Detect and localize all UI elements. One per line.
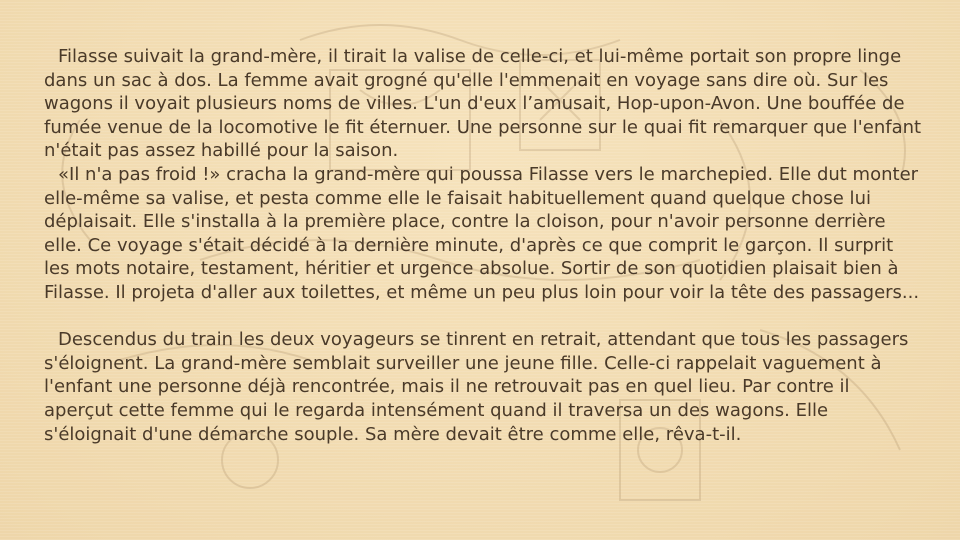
paragraph-3: Descendus du train les deux voyageurs se tinrent en retrait, attendant que tous les passagers s'éloignent. La grand-mère semblait surveiller une jeune fille. Celle-ci rappelait vaguement à l'enfant une personne déjà rencontrée, mais il ne retrouvait pas en quel lieu. Par contre il aperçut cette femme qui le regarda intensément quand il traversa un des wagons. Elle s'éloignait d'une démarche souple. Sa mère devait être comme elle, rêva-t-il. [44, 329, 909, 445]
story-text [44, 45, 924, 446]
paragraph-2: «Il n'a pas froid !» cracha la grand-mère qui poussa Filasse vers le marchepied. Elle dut monter elle-même sa valise, et pesta comme elle le faisait habituellement quand quelque chose lui déplaisait. Elle s'installa à la première place, contre la cloison, pour n'avoir personne derrière elle. Ce voyage s'était décidé à la dernière minute, d'après ce que comprit le garçon. Il surprit les mots notaire, testament, héritier et urgence absolue. Sortir de son quotidien plaisait bien à Filasse. Il projeta d'aller aux toilettes, et même un peu plus loin pour voir la tête des passagers... [44, 163, 920, 303]
paragraph-1: Filasse suivait la grand-mère, il tirait la valise de celle-ci, et lui-même portait son propre linge dans un sac à dos. La femme avait grogné qu'elle l'emmenait en voyage sans dire où. Sur les wagons il voyait plusieurs noms de villes. L'un d'eux l’amusait, Hop-upon-Avon. Une bouffée de fumée venue de la locomotive le fit éternuer. Une personne sur le quai fit remarquer que l'enfant n'était pas assez habillé pour la saison. [44, 46, 922, 162]
paragraph-spacer [44, 305, 924, 329]
